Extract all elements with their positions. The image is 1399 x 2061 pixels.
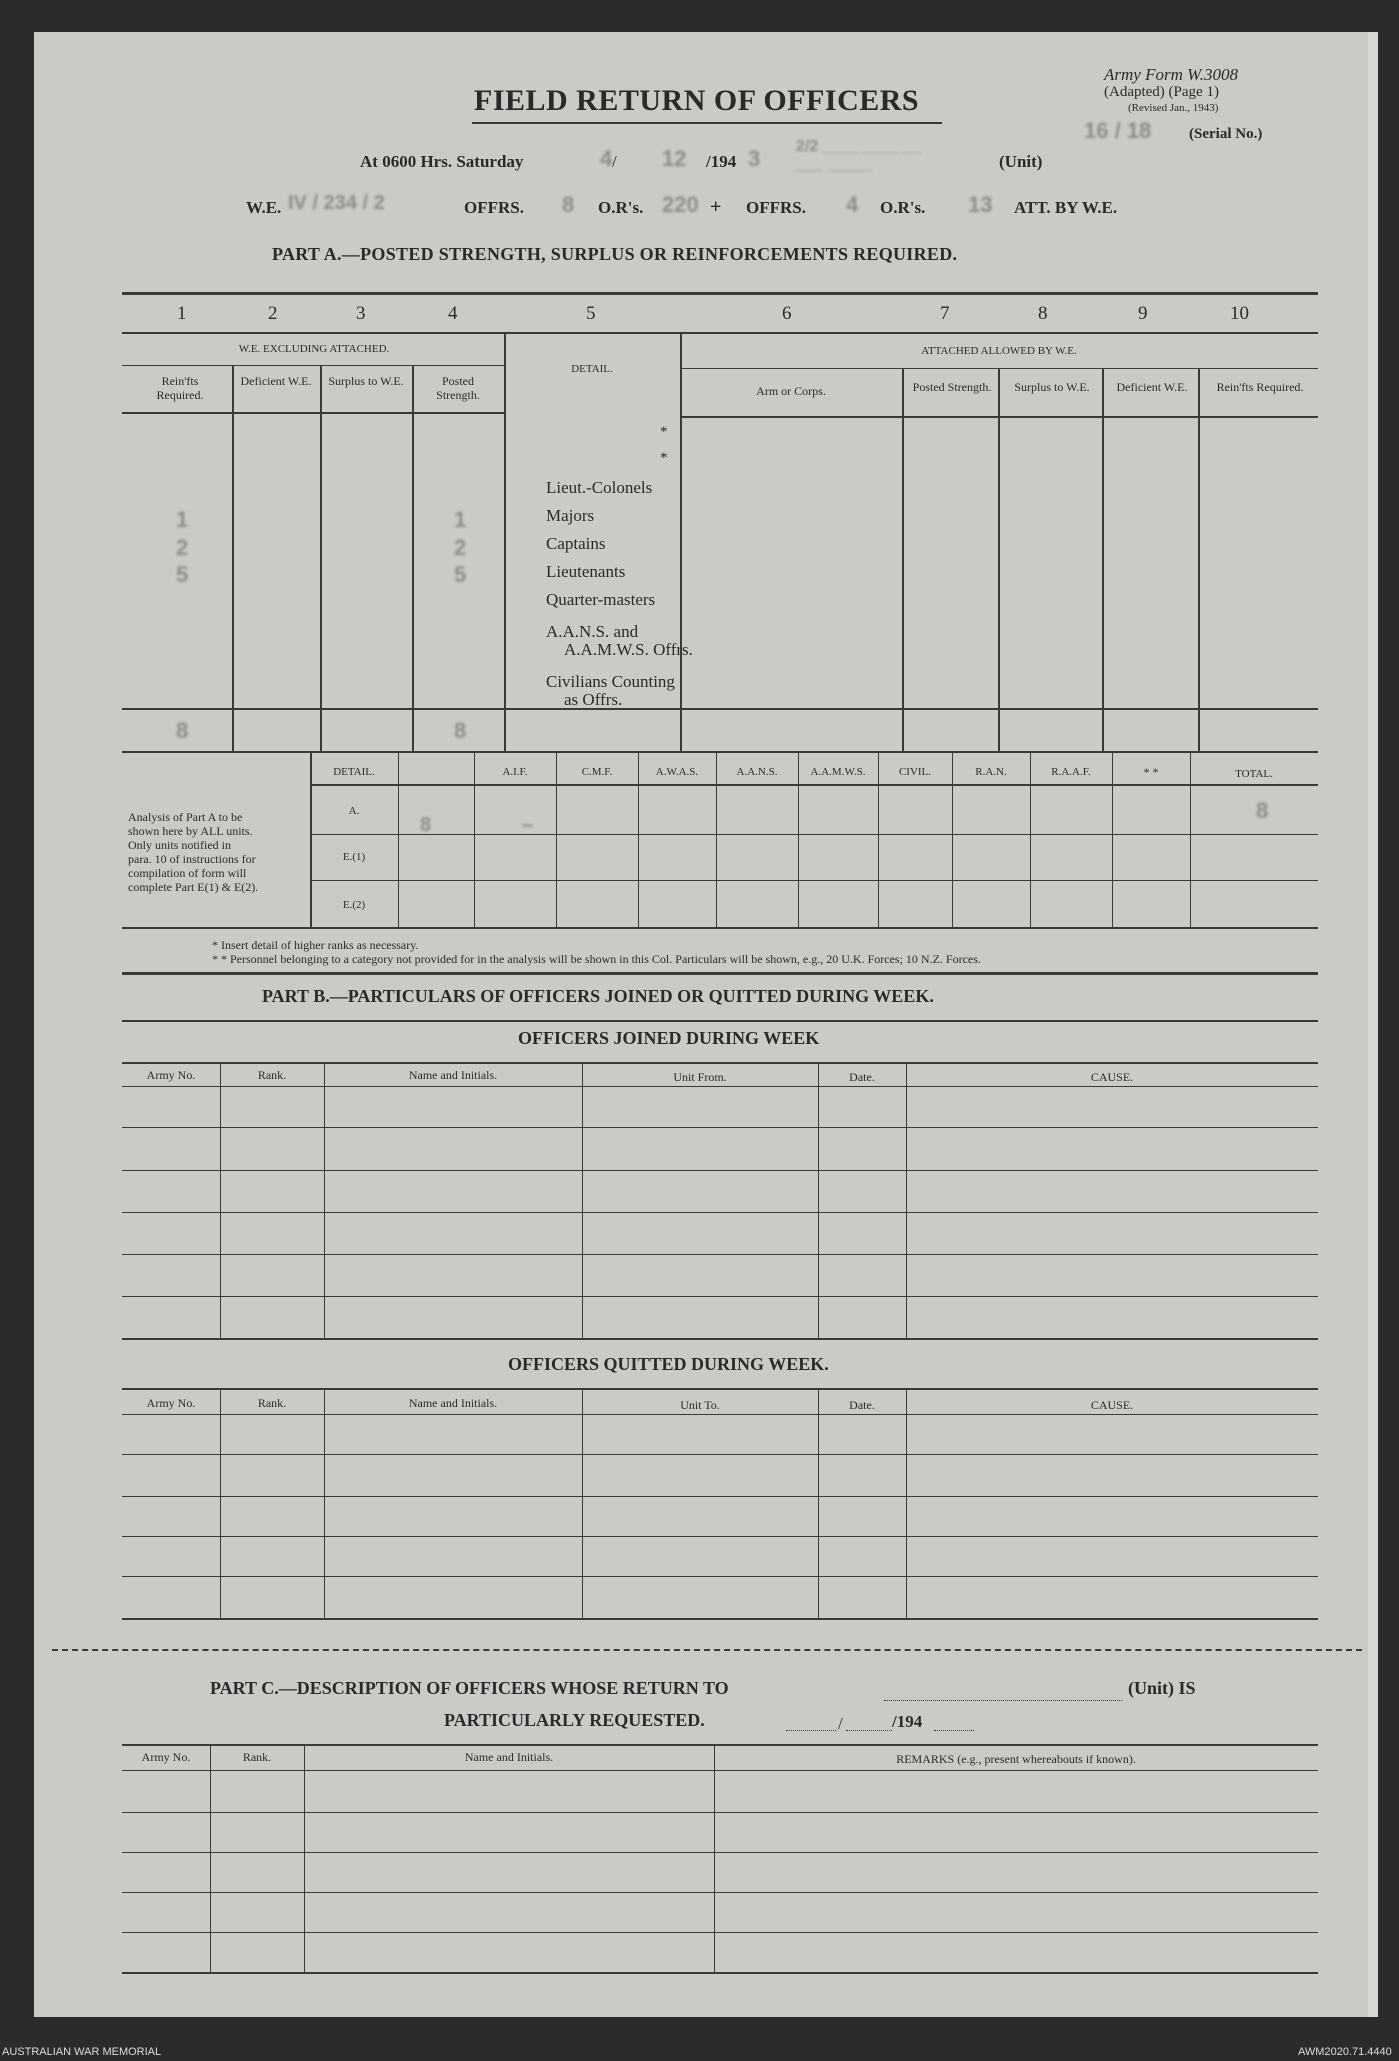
col-num-10: 10	[1230, 303, 1249, 324]
detail-lieutenants: Lieutenants	[546, 562, 626, 581]
analysis-ran: R.A.N.	[975, 766, 1007, 778]
serial-value: 16 / 18	[1084, 118, 1152, 143]
part-c-unit-dots	[884, 1700, 1122, 1701]
col-num-9: 9	[1138, 303, 1148, 324]
col1-total: 8	[176, 718, 189, 743]
joined-unit-from: Unit From.	[673, 1070, 727, 1084]
detail-civilians: Civilians Counting	[546, 672, 675, 691]
att-by-we-label: ATT. BY W.E.	[1014, 198, 1118, 217]
ors2-label: O.R's.	[880, 198, 926, 217]
joined-title: OFFICERS JOINED DURING WEEK	[518, 1028, 820, 1048]
analysis-aamws: A.A.M.W.S.	[810, 766, 866, 778]
header-reinfts-2: Rein'fts Required.	[1216, 380, 1304, 394]
header-posted-2: Posted Strength.	[912, 380, 992, 394]
header-deficient: Deficient W.E.	[240, 374, 312, 388]
col-num-2: 2	[268, 303, 278, 324]
date-day: 4	[600, 146, 613, 171]
form-title: FIELD RETURN OF OFFICERS	[474, 84, 920, 117]
form-number: Army Form W.3008	[1104, 65, 1238, 84]
quitted-date: Date.	[849, 1398, 875, 1412]
ors-label: O.R's.	[598, 198, 644, 217]
footer-left: AUSTRALIAN WAR MEMORIAL	[2, 2046, 162, 2058]
part-b-heading: PART B.—PARTICULARS OF OFFICERS JOINED OR QUITTED DURING WEEK.	[262, 986, 934, 1006]
analysis-cmf: C.M.F.	[581, 766, 613, 778]
we-label: W.E.	[246, 198, 282, 217]
detail-quarter-masters: Quarter-masters	[546, 590, 656, 609]
header-reinfts: Rein'fts Required.	[156, 374, 204, 402]
header-deficient-2: Deficient W.E.	[1116, 380, 1188, 394]
we-excluding-header: W.E. EXCLUDING ATTACHED.	[238, 343, 390, 355]
col4-majors: 2	[454, 535, 467, 560]
part-c-date-dots-2	[846, 1730, 892, 1731]
unit-value-2: ___ _____	[796, 156, 872, 173]
header-surplus: Surplus to W.E.	[328, 374, 404, 388]
col1-majors: 2	[176, 535, 189, 560]
partc-rank: Rank.	[242, 1750, 272, 1764]
year-prefix: /194	[706, 152, 737, 171]
detail-star-2: *	[660, 450, 668, 466]
quitted-rank: Rank.	[257, 1396, 287, 1410]
analysis-awas: A.W.A.S.	[655, 766, 699, 778]
header-posted: Posted Strength.	[436, 374, 480, 402]
partc-name: Name and Initials.	[464, 1750, 554, 1764]
ors-value: 220	[662, 192, 699, 217]
partc-army-no: Army No.	[141, 1750, 191, 1764]
at-hours-label: At 0600 Hrs. Saturday	[360, 152, 524, 171]
part-c-date-dots	[786, 1730, 836, 1731]
offrs-label: OFFRS.	[464, 198, 524, 217]
analysis-aif: A.I.F.	[502, 766, 528, 778]
footnote-1: * Insert detail of higher ranks as necessary.	[212, 938, 419, 952]
joined-date: Date.	[849, 1070, 875, 1084]
analysis-detail: DETAIL.	[333, 766, 375, 778]
col1-captains: 5	[176, 562, 189, 587]
we-value: IV / 234 / 2	[288, 192, 385, 214]
quitted-title: OFFICERS QUITTED DURING WEEK.	[508, 1354, 829, 1374]
joined-army-no: Army No.	[146, 1068, 196, 1082]
col4-captains: 5	[454, 562, 467, 587]
analysis-total: TOTAL.	[1235, 768, 1273, 780]
quitted-name: Name and Initials.	[408, 1396, 498, 1410]
attached-allowed-header: ATTACHED ALLOWED BY W.E.	[921, 345, 1077, 357]
detail-star-1: *	[660, 424, 668, 440]
detail-as-offrs: as Offrs.	[564, 690, 623, 709]
part-c-year-dots	[934, 1730, 974, 1731]
col-num-5: 5	[586, 303, 596, 324]
part-c-heading: PART C.—DESCRIPTION OF OFFICERS WHOSE RETURN TO	[210, 1678, 729, 1698]
footnote-2: * * Personnel belonging to a category not provided for in the analysis will be shown in this Col. Particulars will be shown, e.g., 20 U.K. Forces; 10 N.Z. Forces.	[212, 952, 981, 966]
analysis-row-e1: E.(1)	[342, 851, 366, 863]
part-a-heading: PART A.—POSTED STRENGTH, SURPLUS OR REINFORCEMENTS REQUIRED.	[272, 244, 958, 264]
analysis-handwritten-col2: 8	[420, 814, 432, 836]
detail-captains: Captains	[546, 534, 606, 553]
col4-lieut-colonels: 1	[454, 507, 467, 532]
col4-total: 8	[454, 718, 467, 743]
col-num-3: 3	[356, 303, 366, 324]
offrs2-label: OFFRS.	[746, 198, 806, 217]
plus-sign: +	[710, 196, 722, 218]
date-month: 12	[662, 146, 687, 171]
detail-lieut-colonels: Lieut.-Colonels	[546, 478, 653, 497]
analysis-note-5: compilation of form will	[128, 866, 247, 880]
header-surplus-2: Surplus to W.E.	[1014, 380, 1090, 394]
analysis-raaf: R.A.A.F.	[1051, 766, 1091, 778]
quitted-army-no: Army No.	[146, 1396, 196, 1410]
col-num-7: 7	[940, 303, 950, 324]
quitted-cause: CAUSE.	[1090, 1398, 1134, 1412]
joined-rank: Rank.	[257, 1068, 287, 1082]
detail-aamws: A.A.M.W.S. Offrs.	[564, 640, 693, 659]
joined-name: Name and Initials.	[408, 1068, 498, 1082]
header-detail: DETAIL.	[571, 363, 613, 375]
col1-lieut-colonels: 1	[176, 507, 189, 532]
unit-label: (Unit)	[999, 152, 1043, 171]
ors2-value: 13	[968, 192, 993, 217]
analysis-handwritten-col3: –	[522, 814, 534, 836]
col-num-1: 1	[177, 303, 187, 324]
analysis-note-4: para. 10 of instructions for	[128, 852, 256, 866]
joined-cause: CAUSE.	[1090, 1070, 1134, 1084]
analysis-total-value: 8	[1256, 798, 1269, 823]
analysis-note-3: Only units notified in	[128, 838, 231, 852]
col-num-8: 8	[1038, 303, 1048, 324]
serial-label: (Serial No.)	[1189, 126, 1263, 142]
form-revised: (Revised Jan., 1943)	[1128, 102, 1219, 114]
analysis-row-e2: E.(2)	[342, 899, 366, 911]
analysis-aans: A.A.N.S.	[736, 766, 778, 778]
form-sheet: FIELD RETURN OF OFFICERS Army Form W.3008 (Adapted) (Page 1) (Revised Jan., 1943) 16 / 18 (Serial No.) At 0600 Hrs. Saturday 4 / 12 /194 3 2/2 ____ ____ __ ___ _____ (Unit) W.E. IV / 234 / 2 OFFRS. 8 O.R's. 220 + OFFRS. 4 O.R's. 13 ATT. BY W.E. PART A.—POSTED STRENGTH, SURPLUS OR REINFORCEMENTS REQUIRED. 1 2 3 4 5 6 7 8 9 10 W.E. EXCLUDING ATTACHED. ATTACHED ALLOWED BY W.E. Rein'fts Required. Deficient W.E. Surplus to W.E. Posted Strength. DETAIL. Arm or Corps. Posted Strength. Surplus to W.E. Deficient W.E. Rein'fts Required. * * Lieut.-Colonels Majors Captains Lieutenants Quarter-masters A.A.N.S. and A.A.M.W.S. Offrs. Civilians Counting as Offrs. 1 2 5 1 2 5 8 8 DETAIL. A.I.F. C.M.F. A.W.A.S. A.A.N.S. A.A.M.W.S. CIVIL. R.A.N. R.A.A.F. * * TOTAL. A. E.(1) E.(2) 8 – 8 Analysis of Part A to be shown here by ALL units. Only units notified in para. 10 of instructions for compilation of form will complete Part E(1) & E(2). * Insert detail of higher ranks as necessary. * * Personnel belonging to a category not provided for in the analysis will be shown in this Col. Particulars will be shown, e.g., 20 U.K. Forces; 10 N.Z. Forces. PART B.—PARTICULARS OF OFFICERS JOINED OR QUITTED DURING WEEK. OFFICERS JOINED DURING WEEK Army No. Rank. Name and Initials. Unit From. Date. CAUSE. OFFICERS QUITTED DURING WEEK. Army No. Rank. Name and Initials. Unit To. Date. CAUSE. PART C.—DESCRIPTION OF OFFICERS WHOSE RETURN TO (Unit) IS PARTICULARLY REQUESTED. / /194 Army No. Rank. Name and Initials. REMARKS (e.g., present whereabouts if known).	[34, 32, 1378, 2017]
quitted-unit-to: Unit To.	[680, 1398, 720, 1412]
analysis-row-a: A.	[348, 805, 360, 817]
header-arm-corps: Arm or Corps.	[756, 384, 826, 398]
col-num-6: 6	[782, 303, 792, 324]
analysis-note-6: complete Part E(1) & E(2).	[128, 880, 259, 894]
detail-aans: A.A.N.S. and	[546, 622, 639, 641]
analysis-civil: CIVIL.	[898, 766, 932, 778]
analysis-other: * *	[1143, 765, 1159, 779]
part-c-heading-end: (Unit) IS	[1128, 1678, 1196, 1698]
detail-majors: Majors	[546, 506, 595, 525]
unit-value-1: 2/2 ____ ____ __	[796, 138, 921, 155]
analysis-note-2: shown here by ALL units.	[128, 824, 253, 838]
part-c-year: /194	[892, 1712, 923, 1731]
offrs2-value: 4	[846, 192, 859, 217]
analysis-note-1: Analysis of Part A to be	[128, 810, 243, 824]
offrs-value: 8	[562, 192, 575, 217]
form-adapted: (Adapted) (Page 1)	[1104, 84, 1219, 100]
col-num-4: 4	[448, 303, 458, 324]
year-suffix: 3	[748, 146, 761, 171]
footer-right: AWM2020.71.4440	[1298, 2046, 1392, 2058]
part-c-heading-2: PARTICULARLY REQUESTED.	[444, 1710, 705, 1730]
partc-remarks: REMARKS (e.g., present whereabouts if known).	[896, 1752, 1136, 1766]
perforation-line	[52, 1649, 1362, 1651]
